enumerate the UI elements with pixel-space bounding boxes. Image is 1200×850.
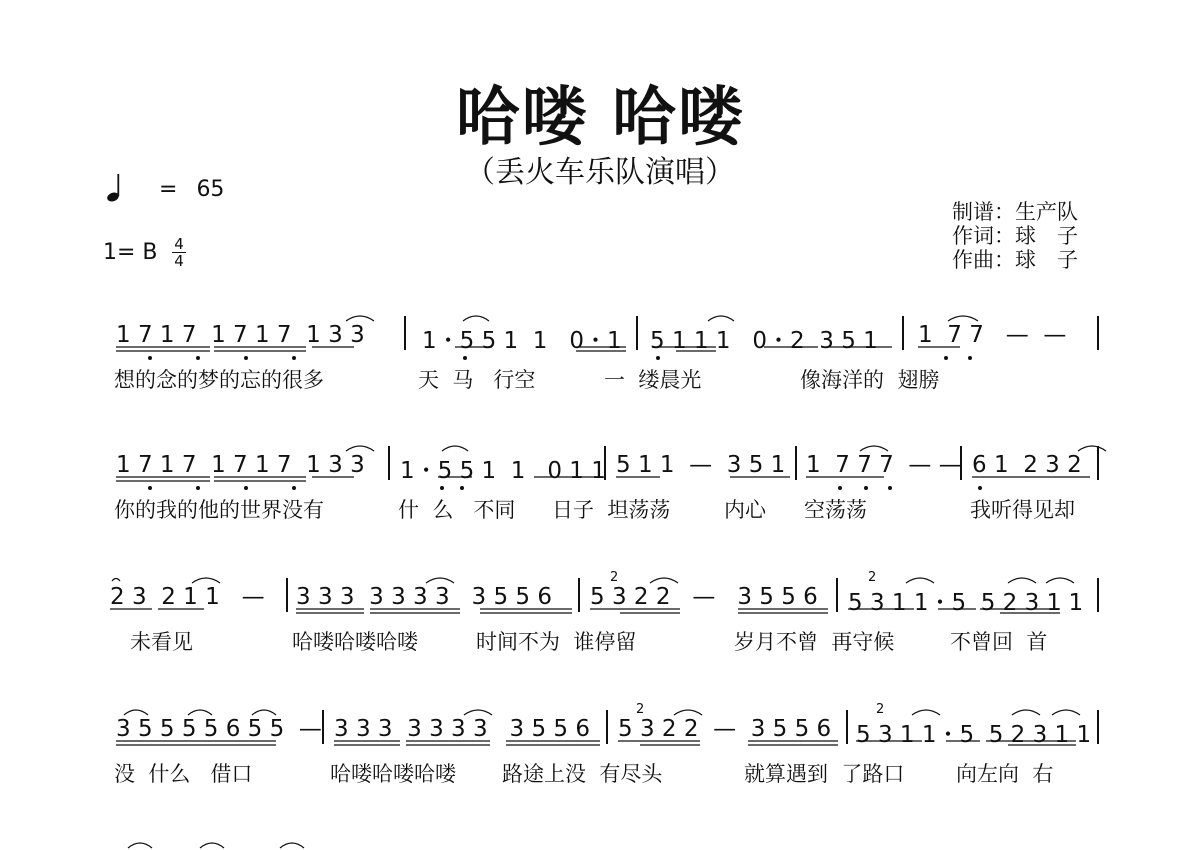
notation-segment: 1 7 7 7 — —	[806, 452, 962, 478]
barline	[388, 446, 390, 480]
credit-music: 作曲：球 子	[952, 248, 1078, 272]
grace-note: 2	[876, 702, 885, 717]
lyric-segment: 像海洋的 翅膀	[800, 368, 940, 392]
barline	[795, 446, 797, 480]
tempo-equals: =	[159, 177, 178, 202]
score-system-2	[0, 430, 1200, 550]
barline	[902, 316, 904, 350]
credit-lyrics: 作词：球 子	[952, 224, 1078, 248]
lyric-segment: 日子 坦荡荡	[552, 498, 671, 522]
notation-segment: 5 3 1 1・5 5 2 3 1 1	[856, 722, 1092, 748]
score-system-1	[0, 300, 1200, 420]
lyric-segment: 就算遇到 了路口	[744, 762, 905, 786]
time-signature	[170, 236, 188, 269]
notation-segment: 2 3 2 1 1 —	[110, 584, 265, 610]
tempo-bpm: 65	[196, 177, 225, 202]
lyric-segment: 岁月不曾 再守候	[734, 630, 895, 654]
notation-segment: 3 5 5 5 5 6 5 5 —	[116, 716, 322, 742]
time-signature-bottom: 4	[174, 252, 184, 270]
notation-segment: 1 7 1 7 1 7 1 7 1 3 3	[116, 322, 365, 348]
barline	[578, 578, 580, 612]
lyric-segment: 天 马 行空	[418, 368, 536, 392]
slurs-and-underlines	[0, 562, 1200, 682]
grace-note: 2	[868, 570, 877, 585]
quarter-note-icon	[106, 172, 126, 202]
song-subtitle: （丢火车乐队演唱）	[465, 155, 735, 190]
barline	[286, 578, 288, 612]
score-system-4	[0, 694, 1200, 814]
lyric-segment: 时间不为 谁停留	[476, 630, 637, 654]
grace-note: 2	[610, 570, 619, 585]
slurs-and-underlines	[0, 300, 1200, 420]
lyric-segment: 一 缕晨光	[604, 368, 702, 392]
notation-segment: 5 3 1 1・5 5 2 3 1 1	[848, 590, 1084, 616]
notation-segment: 1 7 1 7 1 7 1 7 1 3 3	[116, 452, 365, 478]
barline	[606, 710, 608, 744]
slurs-and-underlines	[0, 430, 1200, 550]
barline	[1097, 316, 1099, 350]
lyric-segment: 哈喽哈喽哈喽	[292, 630, 418, 654]
slurs-and-underlines	[0, 694, 1200, 814]
notation-segment: 1・5 5 1 1 0・1	[422, 328, 622, 354]
lyric-segment: 向左向 右	[956, 762, 1054, 786]
time-signature-top: 4	[174, 235, 184, 253]
grace-note: 2	[636, 702, 645, 717]
key-signature: 1= B	[103, 240, 158, 265]
barline	[404, 316, 406, 350]
lyric-segment: 没 什么 借口	[114, 762, 253, 786]
barline	[846, 710, 848, 744]
lyric-segment: 什 么 不同	[398, 498, 516, 522]
lyric-segment: 想的念的梦的忘的很多	[114, 368, 324, 392]
barline	[836, 578, 838, 612]
lyric-segment: 未看见	[130, 630, 193, 654]
notation-segment: 5 1 1 1 0・2 3 5 1	[650, 328, 878, 354]
notation-segment: 5 3 2 2 — 3 5 5 6	[590, 584, 818, 610]
lyric-segment: 路途上没 有尽头	[502, 762, 663, 786]
lyric-segment: 我听得见却	[970, 498, 1075, 522]
barline	[636, 316, 638, 350]
notation-segment: 3 3 3 3 3 3 3 3 5 5 6	[334, 716, 591, 742]
score-system-3	[0, 562, 1200, 682]
barline	[1097, 578, 1099, 612]
notation-segment: 5 3 2 2 — 3 5 5 6	[618, 716, 832, 742]
notation-segment: 6 1 2 3 2	[972, 452, 1082, 478]
next-system-slurs	[0, 836, 1200, 850]
lyric-segment: 你的我的他的世界没有	[114, 498, 324, 522]
notation-segment: 1 7 7 — —	[918, 322, 1067, 348]
notation-segment: 5 1 1 — 3 5 1	[616, 452, 786, 478]
barline	[1097, 446, 1099, 480]
lyric-segment: 内心	[724, 498, 766, 522]
credit-notation: 制谱：生产队	[952, 200, 1078, 224]
barline	[322, 710, 324, 744]
tempo-marking	[106, 172, 224, 202]
lyric-segment: 空荡荡	[804, 498, 867, 522]
notation-segment: 1・5 5 1 1 0 1 1	[400, 458, 606, 484]
song-title: 哈喽 哈喽	[455, 81, 745, 155]
notation-segment: 3 3 3 3 3 3 3 3 5 5 6	[296, 584, 553, 610]
barline	[1097, 710, 1099, 744]
lyric-segment: 哈喽哈喽哈喽	[330, 762, 456, 786]
lyric-segment: 不曾回 首	[950, 630, 1048, 654]
